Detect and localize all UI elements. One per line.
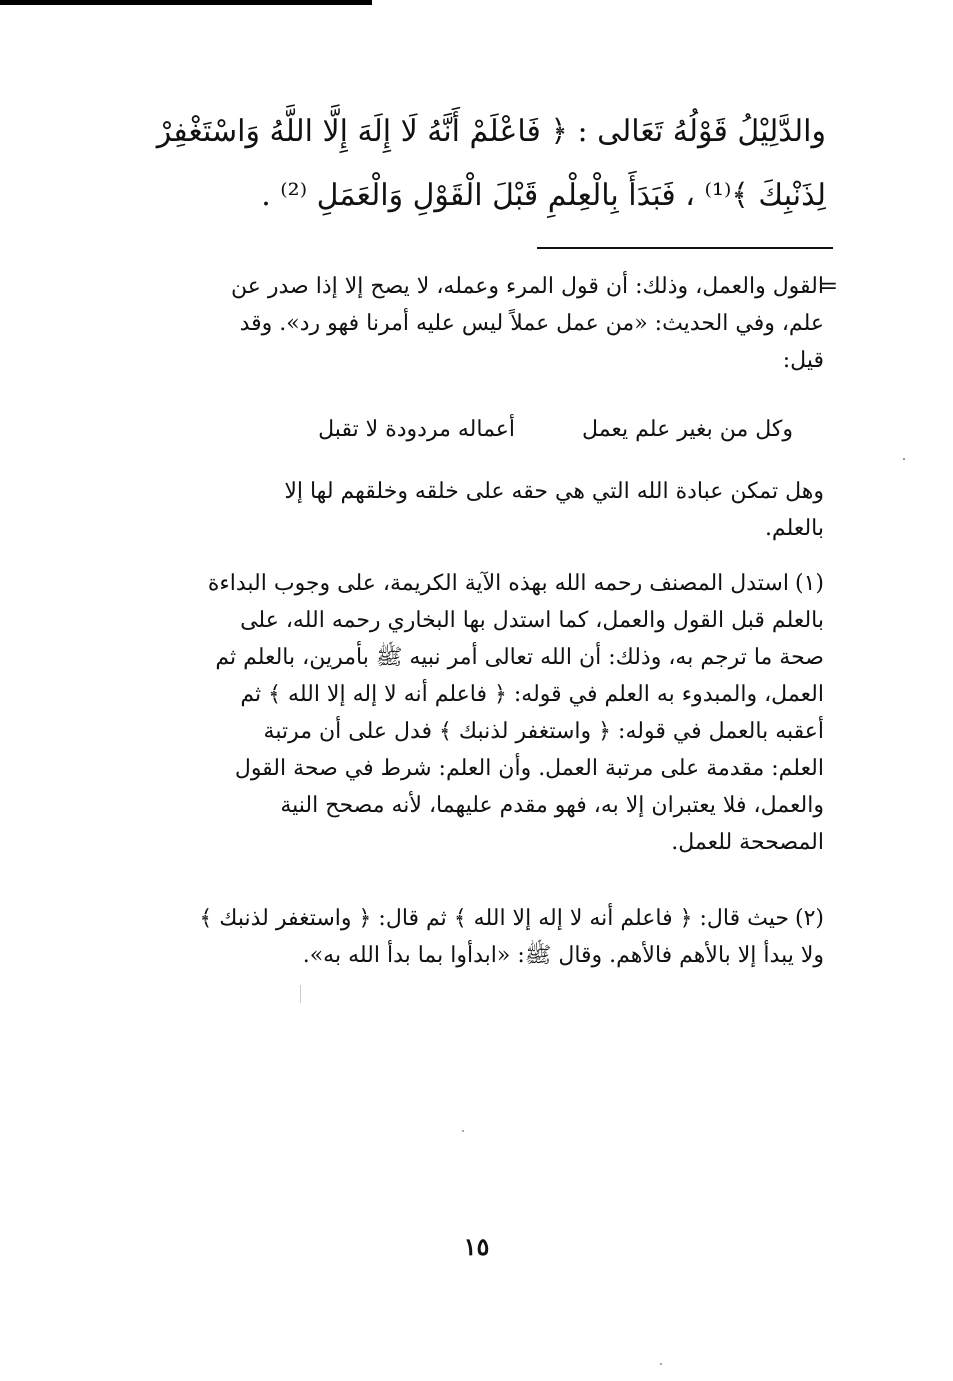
page-number: ١٥: [463, 1232, 490, 1261]
footnote-paragraph: [124, 473, 824, 547]
main-text: [132, 100, 826, 228]
footnote-line: والعمل، فلا يعتبران إلا به، فهو مقدم عليهما، لأنه مصحح النية: [280, 793, 824, 818]
footnote-line: بالعلم قبل القول والعمل، كما استدل بها البخاري رحمه الله، على: [240, 608, 824, 633]
footnote-line: صحة ما ترجم به، وذلك: أن الله تعالى أمر نبيه ﷺ بأمرين، بالعلم ثم: [215, 645, 824, 670]
footnote-text: استدل المصنف رحمه الله بهذه الآية الكريمة، على وجوب البداءة: [207, 571, 789, 596]
scan-speck: [462, 1130, 464, 1132]
footnote-line: علم، وفي الحديث: «من عمل عملاً ليس عليه أمرنا فهو رد». وقد: [239, 311, 824, 336]
footnote-line: العلم: مقدمة على مرتبة العمل. وأن العلم: شرط في صحة القول: [234, 756, 824, 781]
scan-speck: [903, 458, 905, 460]
footnote-line: [124, 565, 824, 602]
footnote-2: [124, 900, 824, 974]
footnote-text: حيث قال: ﴿ فاعلم أنه لا إله إلا الله ﴾ ثم قال: ﴿ واستغفر لذنبك ﴾: [199, 906, 789, 931]
poetry-verse: [258, 410, 793, 450]
footnote-line: المصححة للعمل.: [671, 830, 824, 855]
footnote-line: القول والعمل، وذلك: أن قول المرء وعمله، لا يصح إلا إذا صدر عن: [231, 274, 824, 299]
main-line: والدَّلِيْلُ قَوْلُهُ تَعَالى : ﴿ فَاعْلَمْ أَنَّهُ لَا إِلَهَ إِلَّا اللَّهُ وَاسْتَغْفِرْ: [156, 114, 826, 149]
footnote-1: [124, 565, 824, 861]
footnote-line: العمل، والمبدوء به العلم في قوله: ﴿ فاعلم أنه لا إله إلا الله ﴾ ثم: [240, 682, 824, 707]
footnote-number: (١): [794, 571, 824, 596]
footnote-separator: [537, 247, 833, 249]
footnote-line: أعقبه بالعمل في قوله: ﴿ واستغفر لذنبك ﴾ فدل على أن مرتبة: [263, 719, 824, 744]
footnote-line: قيل:: [782, 348, 824, 373]
footnote-line: [124, 900, 824, 937]
footnote-continuation: [124, 268, 838, 379]
top-edge-rule: [0, 0, 372, 5]
footnote-number: (٢): [794, 906, 824, 931]
footnote-line: ولا يبدأ إلا بالأهم فالأهم. وقال ﷺ: «ابدأوا بما بدأ الله به».: [302, 943, 824, 968]
verse-second-hemistich: أعماله مردودة لا تقبل: [318, 417, 516, 442]
continuation-marker: =: [819, 274, 838, 299]
verse-first-hemistich: وكل من بغير علم يعمل: [582, 417, 793, 442]
scan-speck: [660, 1363, 662, 1365]
footnote-line: وهل تمكن عبادة الله التي هي حقه على خلقه وخلقهم لها إلا: [284, 479, 824, 504]
main-line: لِذَنْبِكَ ﴾⁽¹⁾ ، فَبَدَأَ بِالْعِلْمِ قَبْلَ الْقَوْلِ وَالْعَمَلِ ⁽²⁾ .: [261, 178, 826, 213]
scan-mark: [300, 985, 301, 1003]
footnote-line: بالعلم.: [764, 516, 824, 541]
